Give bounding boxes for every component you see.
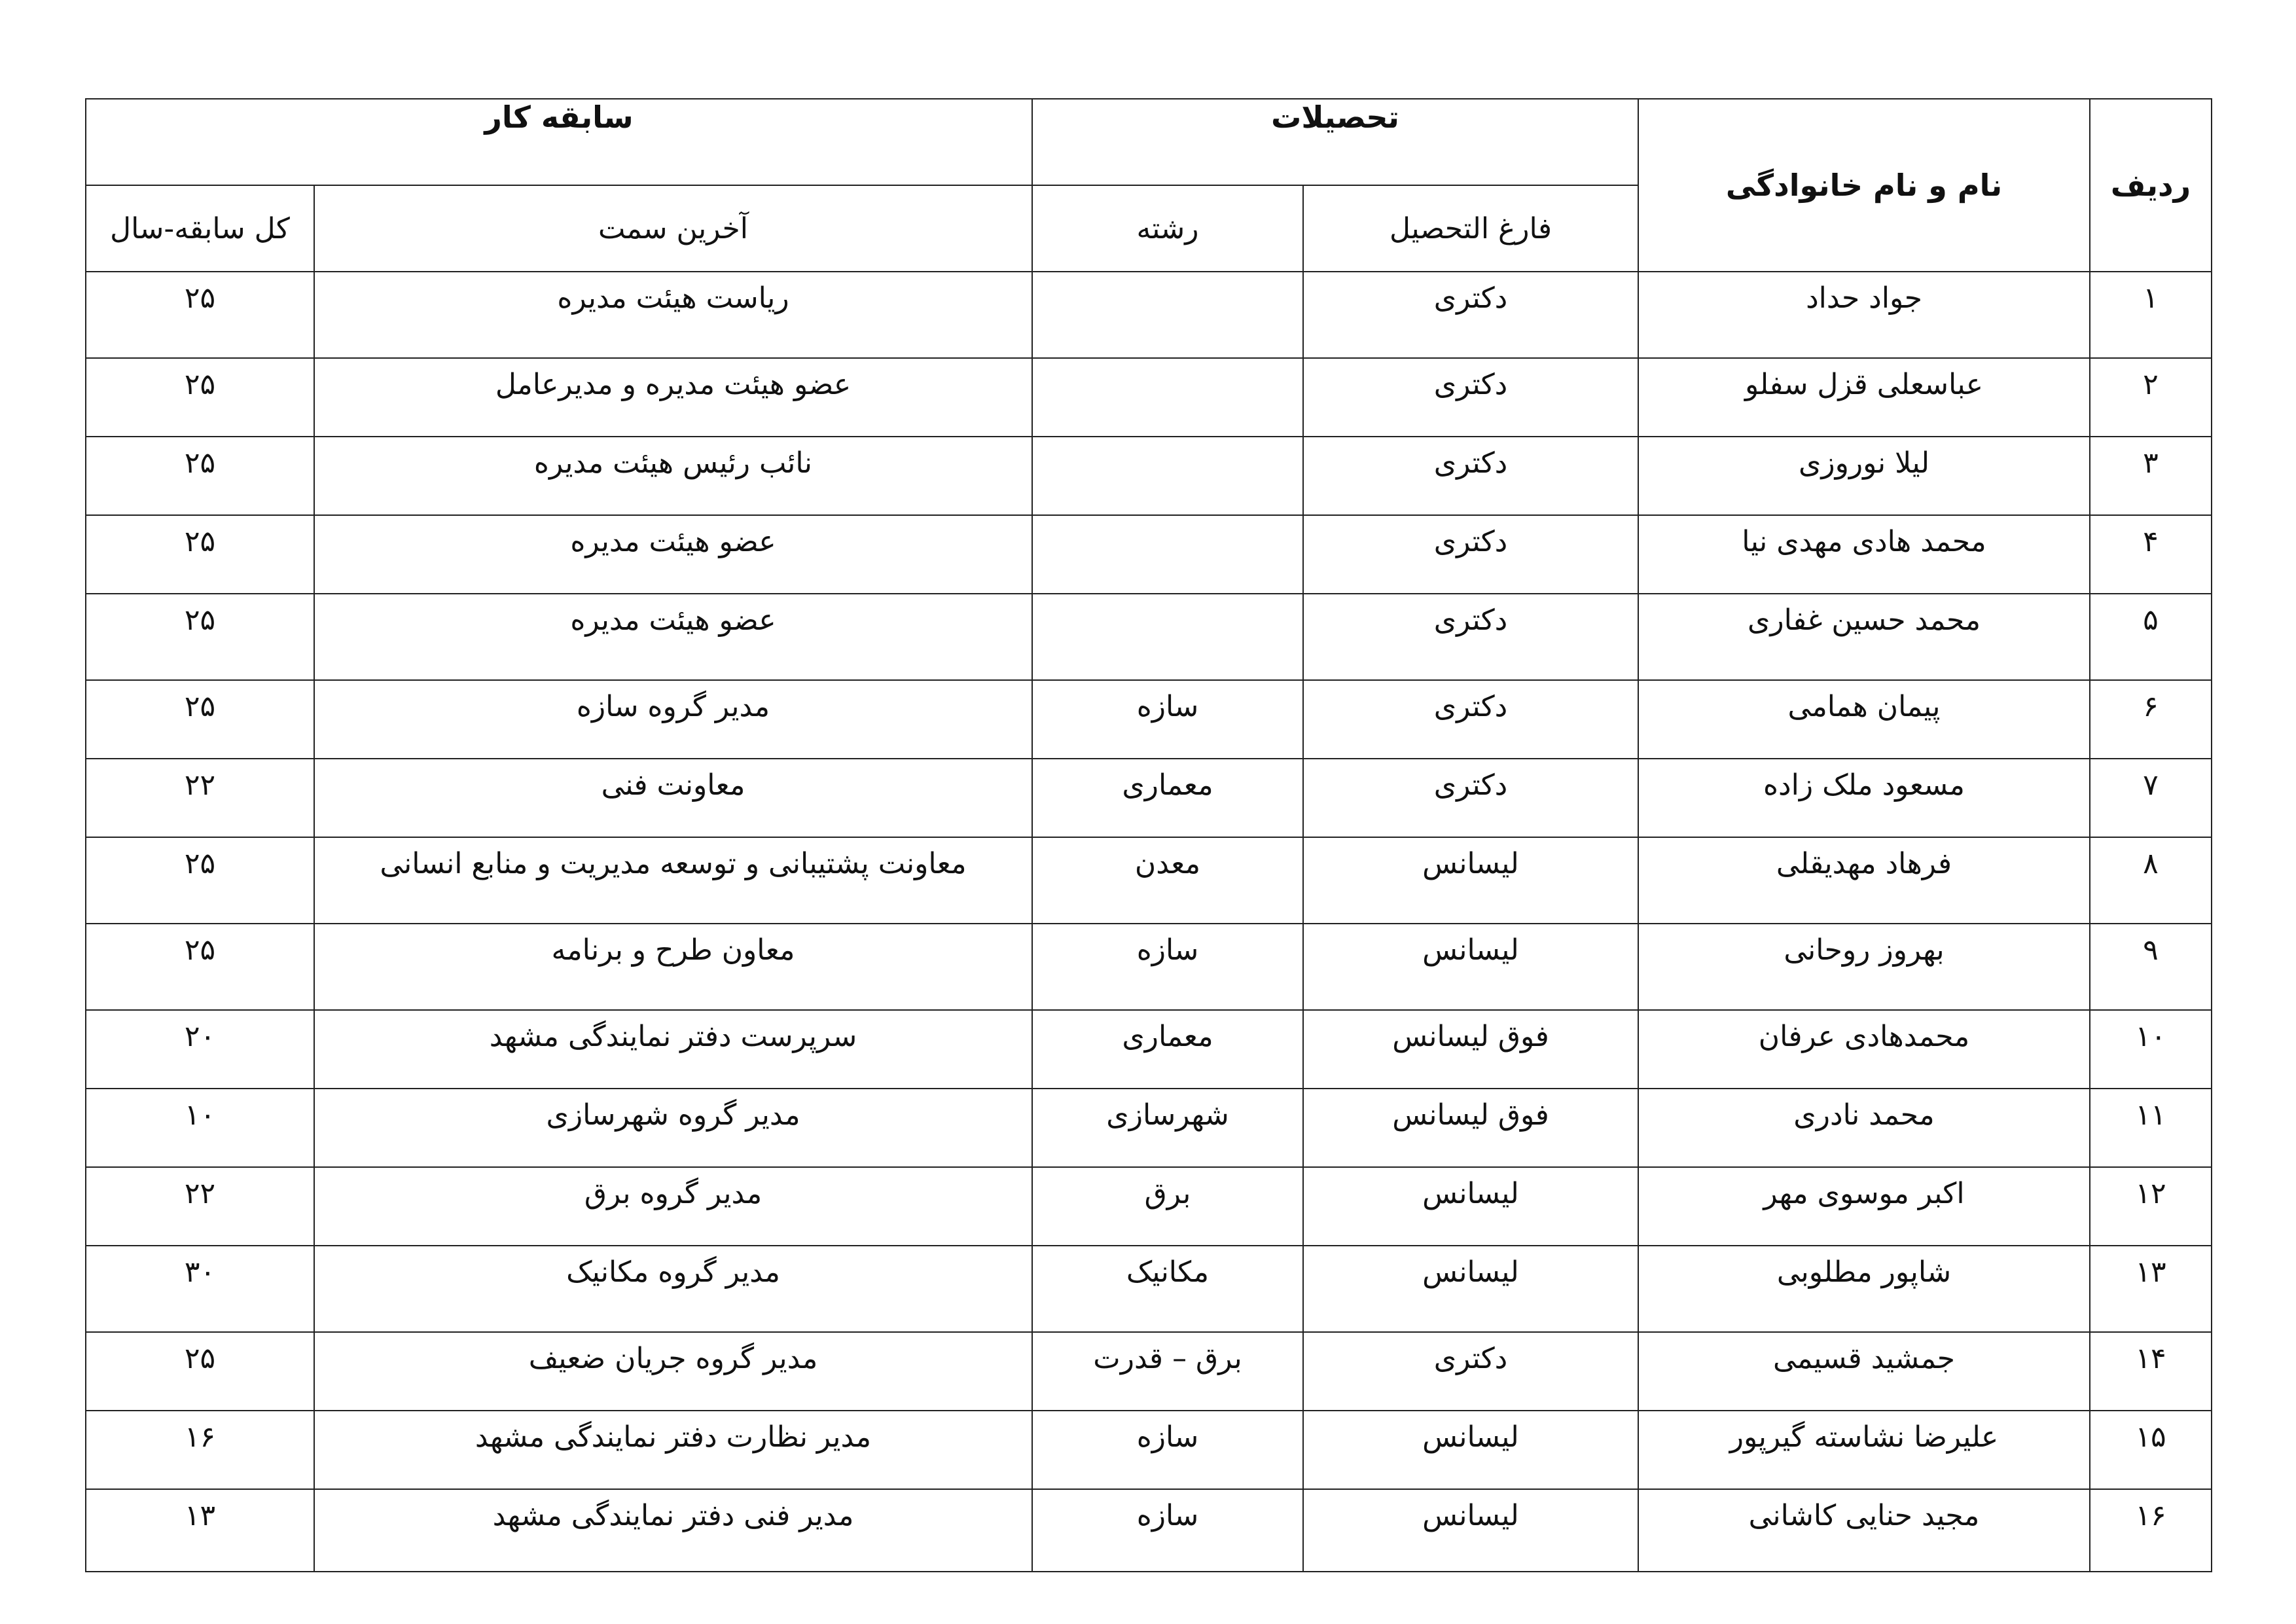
degree-cell: لیسانس <box>1303 924 1638 1010</box>
full-name-cell: لیلا نوروزی <box>1638 437 2090 515</box>
total-years-cell: ۲۲ <box>86 1167 314 1246</box>
row-number-cell: ۵ <box>2090 594 2212 680</box>
last-position-cell: مدیر گروه برق <box>314 1167 1032 1246</box>
degree-cell: دکتری <box>1303 594 1638 680</box>
header-last-position: آخرین سمت <box>314 185 1032 272</box>
row-number-cell: ۷ <box>2090 759 2212 837</box>
document-page <box>85 98 2211 1572</box>
total-years-cell: ۲۵ <box>86 358 314 437</box>
full-name-cell: جمشید قسیمی <box>1638 1332 2090 1411</box>
row-number-cell: ۲ <box>2090 358 2212 437</box>
last-position-cell: عضو هیئت مدیره و مدیرعامل <box>314 358 1032 437</box>
table-row <box>86 1489 2212 1572</box>
table-row <box>86 437 2212 515</box>
major-cell: شهرسازی <box>1032 1089 1303 1167</box>
major-cell: سازه <box>1032 1489 1303 1572</box>
total-years-cell: ۲۰ <box>86 1010 314 1089</box>
total-years-cell: ۲۵ <box>86 594 314 680</box>
table-row <box>86 837 2212 924</box>
header-education: تحصیلات <box>1032 99 1638 185</box>
staff-table <box>85 98 2212 1572</box>
degree-cell: لیسانس <box>1303 1489 1638 1572</box>
degree-cell: دکتری <box>1303 680 1638 759</box>
degree-cell: دکتری <box>1303 437 1638 515</box>
table-row <box>86 924 2212 1010</box>
staff-table-body <box>86 272 2212 1572</box>
row-number-cell: ۱۴ <box>2090 1332 2212 1411</box>
row-number-cell: ۶ <box>2090 680 2212 759</box>
major-cell: برق – قدرت <box>1032 1332 1303 1411</box>
total-years-cell: ۲۲ <box>86 759 314 837</box>
header-row-1 <box>86 99 2212 185</box>
major-cell: سازه <box>1032 924 1303 1010</box>
last-position-cell: مدیر فنی دفتر نمایندگی مشهد <box>314 1489 1032 1572</box>
table-row <box>86 1167 2212 1246</box>
full-name-cell: مجید حنایی کاشانی <box>1638 1489 2090 1572</box>
row-number-cell: ۹ <box>2090 924 2212 1010</box>
table-row <box>86 272 2212 358</box>
total-years-cell: ۲۵ <box>86 515 314 594</box>
degree-cell: لیسانس <box>1303 1246 1638 1332</box>
degree-cell: لیسانس <box>1303 837 1638 924</box>
table-row <box>86 1089 2212 1167</box>
major-cell <box>1032 272 1303 358</box>
row-number-cell: ۱۲ <box>2090 1167 2212 1246</box>
last-position-cell: مدیر گروه شهرسازی <box>314 1089 1032 1167</box>
row-number-cell: ۱ <box>2090 272 2212 358</box>
full-name-cell: محمد هادی مهدی نیا <box>1638 515 2090 594</box>
row-number-cell: ۱۰ <box>2090 1010 2212 1089</box>
total-years-cell: ۱۶ <box>86 1411 314 1489</box>
degree-cell: دکتری <box>1303 272 1638 358</box>
row-number-cell: ۱۳ <box>2090 1246 2212 1332</box>
table-row <box>86 515 2212 594</box>
total-years-cell: ۱۰ <box>86 1089 314 1167</box>
full-name-cell: پیمان همامی <box>1638 680 2090 759</box>
degree-cell: فوق لیسانس <box>1303 1089 1638 1167</box>
header-work-history: سابقه کار <box>86 99 1032 185</box>
table-row <box>86 1246 2212 1332</box>
total-years-cell: ۲۵ <box>86 837 314 924</box>
last-position-cell: مدیر گروه سازه <box>314 680 1032 759</box>
major-cell: سازه <box>1032 680 1303 759</box>
header-row-no: ردیف <box>2090 99 2212 272</box>
degree-cell: دکتری <box>1303 358 1638 437</box>
last-position-cell: معاونت فنی <box>314 759 1032 837</box>
major-cell <box>1032 515 1303 594</box>
degree-cell: دکتری <box>1303 759 1638 837</box>
major-cell: برق <box>1032 1167 1303 1246</box>
major-cell: مکانیک <box>1032 1246 1303 1332</box>
major-cell <box>1032 358 1303 437</box>
last-position-cell: سرپرست دفتر نمایندگی مشهد <box>314 1010 1032 1089</box>
last-position-cell: مدیر نظارت دفتر نمایندگی مشهد <box>314 1411 1032 1489</box>
total-years-cell: ۲۵ <box>86 437 314 515</box>
header-major: رشته <box>1032 185 1303 272</box>
full-name-cell: مسعود ملک زاده <box>1638 759 2090 837</box>
major-cell <box>1032 594 1303 680</box>
full-name-cell: محمد حسین غفاری <box>1638 594 2090 680</box>
degree-cell: لیسانس <box>1303 1411 1638 1489</box>
header-degree: فارغ التحصیل <box>1303 185 1638 272</box>
full-name-cell: محمد نادری <box>1638 1089 2090 1167</box>
row-number-cell: ۱۱ <box>2090 1089 2212 1167</box>
last-position-cell: ریاست هیئت مدیره <box>314 272 1032 358</box>
major-cell <box>1032 437 1303 515</box>
total-years-cell: ۲۵ <box>86 680 314 759</box>
degree-cell: دکتری <box>1303 515 1638 594</box>
last-position-cell: عضو هیئت مدیره <box>314 594 1032 680</box>
total-years-cell: ۲۵ <box>86 924 314 1010</box>
total-years-cell: ۲۵ <box>86 272 314 358</box>
row-number-cell: ۳ <box>2090 437 2212 515</box>
degree-cell: لیسانس <box>1303 1167 1638 1246</box>
row-number-cell: ۸ <box>2090 837 2212 924</box>
table-row <box>86 680 2212 759</box>
full-name-cell: عباسعلی قزل سفلو <box>1638 358 2090 437</box>
table-row <box>86 1010 2212 1089</box>
row-number-cell: ۱۵ <box>2090 1411 2212 1489</box>
major-cell: معماری <box>1032 759 1303 837</box>
table-row <box>86 1332 2212 1411</box>
table-row <box>86 358 2212 437</box>
header-total-years: کل سابقه-سال <box>86 185 314 272</box>
major-cell: معدن <box>1032 837 1303 924</box>
last-position-cell: مدیر گروه مکانیک <box>314 1246 1032 1332</box>
row-number-cell: ۱۶ <box>2090 1489 2212 1572</box>
full-name-cell: جواد حداد <box>1638 272 2090 358</box>
total-years-cell: ۲۵ <box>86 1332 314 1411</box>
total-years-cell: ۱۳ <box>86 1489 314 1572</box>
table-row <box>86 1411 2212 1489</box>
last-position-cell: عضو هیئت مدیره <box>314 515 1032 594</box>
last-position-cell: مدیر گروه جریان ضعیف <box>314 1332 1032 1411</box>
table-row <box>86 594 2212 680</box>
total-years-cell: ۳۰ <box>86 1246 314 1332</box>
major-cell: سازه <box>1032 1411 1303 1489</box>
degree-cell: فوق لیسانس <box>1303 1010 1638 1089</box>
full-name-cell: علیرضا نشاسته گیرپور <box>1638 1411 2090 1489</box>
full-name-cell: بهروز روحانی <box>1638 924 2090 1010</box>
major-cell: معماری <box>1032 1010 1303 1089</box>
last-position-cell: نائب رئیس هیئت مدیره <box>314 437 1032 515</box>
table-row <box>86 759 2212 837</box>
degree-cell: دکتری <box>1303 1332 1638 1411</box>
full-name-cell: شاپور مطلوبی <box>1638 1246 2090 1332</box>
last-position-cell: معاون طرح و برنامه <box>314 924 1032 1010</box>
row-number-cell: ۴ <box>2090 515 2212 594</box>
last-position-cell: معاونت پشتیبانی و توسعه مدیریت و منابع انسانی <box>314 837 1032 924</box>
full-name-cell: محمدهادی عرفان <box>1638 1010 2090 1089</box>
full-name-cell: فرهاد مهدیقلی <box>1638 837 2090 924</box>
header-full-name: نام و نام خانوادگی <box>1638 99 2090 272</box>
full-name-cell: اکبر موسوی مهر <box>1638 1167 2090 1246</box>
